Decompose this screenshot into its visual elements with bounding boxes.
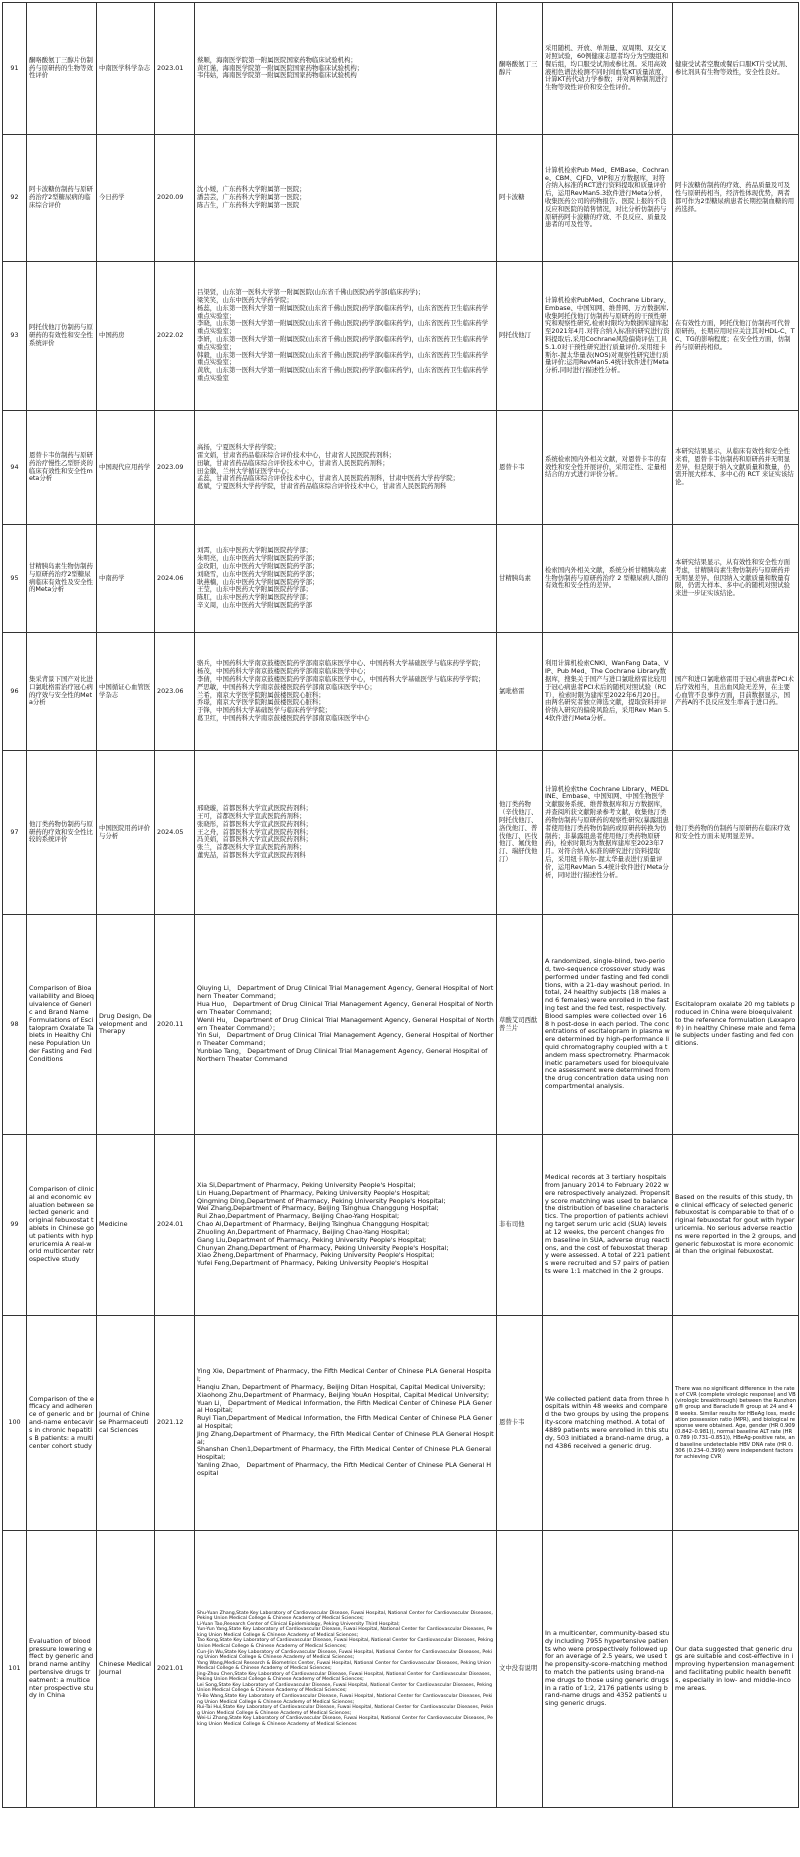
study-result: Escitalopram oxalate 20 mg tablets produced in China were bioequivalent to the reference formulation (Lexapro®) in healthy Chinese male and female subjects under fasting and fed conditions. bbox=[673, 915, 799, 1135]
author-line: Jing-Zhou Chen,State Key Laboratory of Cardiovascular Disease, Fuwai Hospital, National Center for Cardiovascular Diseases, Peking Union Medical College & Chinese Academy of Medical Sciences; bbox=[197, 1671, 492, 1683]
author-line: Xiao Zheng,Department of Pharmacy, Peking University People's Hospital; bbox=[197, 1251, 435, 1260]
journal-name: 中国医院用药评价与分析 bbox=[97, 751, 155, 915]
authors-cell bbox=[195, 3, 497, 135]
author-line: Jing Zhang,Department of Pharmacy, the Fifth Medical Center of Chinese PLA General Hospital; bbox=[197, 1429, 494, 1446]
author-line: 辛义周，山东中医药大学附属医院药学部 bbox=[197, 600, 313, 609]
author-line: Qiuying Li， Department of Drug Clinical Trial Management Agency, General Hospital of Northern Theater Command； bbox=[197, 984, 494, 1001]
publish-date: 2022.02 bbox=[155, 262, 195, 411]
author-line: 田金徽，兰州大学循证医学中心； bbox=[197, 466, 293, 475]
paper-title: Comparison of the efficacy and adherence of generic and brand-name entecavirs in chronic hepatitis B patients: a multicenter cohort study bbox=[27, 1316, 97, 1531]
author-line: 李倩，中国药科大学南京鼓楼医院药学部南京临床医学中心，中国药科大学基础医学与临床药学学院； bbox=[197, 674, 485, 683]
author-line: 陈肛，山东中医药大学附属医院药学部； bbox=[197, 593, 313, 602]
study-method: 计算机检索the Cochrane Library、MEDLINE、Embase、中国知网、中国生物医学文献服务系统、维普数据库和万方数据库，并查阅所获文献附录参考文献，收集他汀类药物仿制药与原研药的观察性研究(暴露组患者使用他汀类药物仿制药或原研药转换为仿制药；非暴露组患者使用他汀类药物原研药)，检索时限均为数据库建库至2023年7月。对符合纳入标准的研究进行资料提取后，采用纽卡斯尔-渥太华量表进行质量评价，运用RevMan 5.4统计软件进行Meta分析，同时进行描述性分析。 bbox=[543, 751, 673, 915]
author-line: Rui-Tai Hui,State Key Laboratory of Cardiovascular Disease, Fuwai Hospital, National Center for Cardiovascular Diseases, Peking Union Medical College & Chinese Academy of Medical Sciences; bbox=[197, 1705, 494, 1716]
publish-date: 2023.01 bbox=[155, 3, 195, 135]
drug-name: 阿托伐他汀 bbox=[497, 262, 543, 411]
author-line: Chunyan Zhang,Department of Pharmacy, Peking University People's Hospital; bbox=[197, 1243, 449, 1252]
author-line: 王之舟，首都医科大学宣武医院药剂科； bbox=[197, 827, 313, 836]
study-method: We collected patient data from three hospitals within 48 weeks and compared the two groups by using the propensity-score matching method. A total of 4889 patients were enrolled in this study, 503 initiated a brand-name drug, and 4386 received a generic drug. bbox=[543, 1316, 673, 1531]
paper-title: Comparison of Bioavailability and Bioequivalence of Generic and Brand Name Formulations of Escitalopram Oxalate Tablets in Healthy Chinese Population Under Fasting and Fed Conditions bbox=[27, 915, 97, 1135]
authors-cell bbox=[195, 411, 497, 525]
study-method: 计算机检索Pub Med、EMBase、Cochrane、CBM、CJFD、VIP和万方数据库，对符合纳入标准的RCT进行资料提取和质量评价后，运用RevMan5.3软件进行Meta分析，收集医药公司的药物报告、医院上报的不良反应和医院的销售情况，对比分析仿制药与原研药阿卡波糖的疗效、不良反应、质量及患者的可及性等。 bbox=[543, 135, 673, 262]
author-line: Gang Liu,Department of Pharmacy, Peking University People's Hospital; bbox=[197, 1235, 427, 1244]
journal-name: Chinese Medical Journal bbox=[97, 1531, 155, 1808]
author-line: Wei Zhang,Department of Pharmacy, Beijing Tsinghua Changgung Hospital; bbox=[197, 1204, 439, 1213]
drug-name: 甘精胰岛素 bbox=[497, 525, 543, 633]
row-number: 91 bbox=[3, 3, 27, 135]
row-number: 101 bbox=[3, 1531, 27, 1808]
paper-title: 他汀类药物仿制药与原研药的疗效和安全性比较的系统评价 bbox=[27, 751, 97, 915]
author-line: 葛斌，宁夏医科大学药学院，甘肃省药品临床综合评价技术中心，甘肃省人民医院药剂科 bbox=[197, 482, 447, 491]
table-body bbox=[3, 3, 799, 1808]
author-line: 雷文娟，甘肃省药品临床综合评价技术中心，甘肃省人民医院药剂科； bbox=[197, 450, 396, 459]
study-result: 在有效性方面，阿托伐他汀仿制药可代替原研药，长期应用时应关注其对HDL-C、TC、TG的影响程度；在安全性方面，仿制药与原研药相似。 bbox=[673, 262, 799, 411]
drug-name: 恩替卡韦 bbox=[497, 411, 543, 525]
study-result: 本研究结果显示，从临床有效性和安全性来看，恩替卡韦仿制药和原研药并无明显差异，但是限于纳入文献质量和数量，仍需开展大样本、多中心的 RCT 来证实该结论。 bbox=[673, 411, 799, 525]
study-method: 采用随机、开放、单剂量、双周期、双交叉对照试验，60例健康志愿者均分为空腹组和餐后组，均口服受试剂或参比剂。采用高效液相色谱法检测不同时间血浆KT质量浓度，计算KT药代动力学参数；并对两种制剂进行生物等效性评价和安全性评价。 bbox=[543, 3, 673, 135]
author-line: 冯美娟，首都医科大学宣武医院药剂科； bbox=[197, 835, 313, 844]
author-line: 董宪喆，首都医科大学宣武医院药剂科 bbox=[197, 851, 306, 860]
author-line: 严思敏，中国药科大学南京鼓楼医院药学部南京临床医学中心； bbox=[197, 682, 376, 691]
author-line: Yanling Zhao， Department of Pharmacy, the Fifth Medical Center of Chinese PLA General Hospital bbox=[197, 1461, 492, 1477]
table-row bbox=[3, 751, 799, 915]
authors-cell bbox=[195, 633, 497, 751]
author-line: Hua Huo， Department of Drug Clinical Trial Management Agency, General Hospital of Northern Theater Command； bbox=[197, 1000, 494, 1016]
study-method: In a multicenter, community-based study including 7955 hypertensive patients who were prospectively followed up for an average of 2.5 years, we used the propensity-score-matching method to match the patients using brand-name drugs to those using generic drugs in a ratio of 1:2, 2176 patients using brand-name drugs and 4352 patients using generic drugs. bbox=[543, 1531, 673, 1808]
drug-name: 酮咯酸氨丁三醇片 bbox=[497, 3, 543, 135]
author-line: 耿燕楠，山东中医药大学附属医院药学部； bbox=[197, 577, 319, 586]
row-number: 92 bbox=[3, 135, 27, 262]
table-row bbox=[3, 1316, 799, 1531]
row-number: 94 bbox=[3, 411, 27, 525]
author-line: 葛卫红，中国药科大学南京鼓楼医院药学部南京临床医学中心 bbox=[197, 713, 370, 722]
drug-name: 恩替卡韦 bbox=[497, 1316, 543, 1531]
journal-name: 中国药房 bbox=[97, 262, 155, 411]
drug-name: 文中没有说明 bbox=[497, 1531, 543, 1808]
paper-title: 阿托伐他汀仿制药与原研药的有效性和安全性系统评价 bbox=[27, 262, 97, 411]
row-number: 95 bbox=[3, 525, 27, 633]
table-row bbox=[3, 3, 799, 135]
author-line: Yi-Bo Wang,State Key Laboratory of Cardiovascular Disease, Fuwai Hospital, National Center for Cardiovascular Diseases, Peking Union Medical College & Chinese Academy of Medical Sciences; bbox=[197, 1693, 493, 1705]
publish-date: 2023.09 bbox=[155, 411, 195, 525]
study-result: 他汀类药物的仿制药与原研药在临床疗效和安全性方面未见明显差异。 bbox=[673, 751, 799, 915]
author-line: 于锋，中国药科大学基础医学与临床药学学院； bbox=[197, 706, 332, 715]
author-line: 韩毅，山东第一医科大学第一附属医院(山东省千佛山医院)药学部(临床药学)，山东省医药卫生临床药学重点实验室； bbox=[197, 350, 489, 367]
author-line: 韦伟姑，海南医学院第一附属医院国家药物临床试验机构 bbox=[197, 71, 357, 80]
drug-name: 他汀类药物（辛伐他汀、阿托伐他汀、洛伐他汀、普伐他汀、匹伐他汀、氟伐他汀、瑞舒伐他汀） bbox=[497, 751, 543, 915]
authors-cell bbox=[195, 1531, 497, 1808]
author-line: Yin Sui， Department of Drug Clinical Trial Management Agency, General Hospital of Northern Theater Command； bbox=[197, 1031, 494, 1048]
publish-date: 2021.01 bbox=[155, 1531, 195, 1808]
author-line: Cun-Jin Wu,State Key Laboratory of Cardiovascular Disease, Fuwai Hospital, National Center for Cardiovascular Diseases, Peking Union Medical College & Chinese Academy of Medical Sciences; bbox=[197, 1649, 492, 1661]
author-line: Lin Huang,Department of Pharmacy, Peking University People's Hospital; bbox=[197, 1188, 431, 1197]
author-line: Shu-Yuan Zhang,State Key Laboratory of Cardiovascular Disease, Fuwai Hospital, National Center for Cardiovascular Diseases, Peking Union Medical College & Chinese Academy of Medical Sciences; bbox=[197, 1610, 493, 1622]
author-line: 蔡顺，海南医学院第一附属医院国家药物临床试验机构； bbox=[197, 55, 357, 64]
table-row bbox=[3, 633, 799, 751]
author-line: Chao Ai,Department of Pharmacy, Beijing Tsinghua Changgung Hospital; bbox=[197, 1220, 430, 1229]
author-line: 骆兵，中国药科大学南京鼓楼医院药学部南京临床医学中心、中国药科大学基础医学与临床药学学院； bbox=[197, 659, 485, 668]
author-line: Yun-Yun Yang,State Key Laboratory of Cardiovascular Disease, Fuwai Hospital, National Center for Cardiovascular Diseases, Peking Union Medical College & Chinese Academy of Medical Sciences; bbox=[197, 1627, 493, 1638]
author-line: Zhuoling An,Department of Pharmacy, Beijing Chao-Yang Hospital; bbox=[197, 1227, 410, 1236]
table-row bbox=[3, 411, 799, 525]
author-line: 潘芸芸，广东药科大学附属第一医院； bbox=[197, 193, 306, 202]
author-line: Yufei Feng,Department of Pharmacy, Peking University People's Hospital bbox=[197, 1259, 429, 1268]
row-number: 98 bbox=[3, 915, 27, 1135]
journal-name: Journal of Chinese Pharmaceutical Sciences bbox=[97, 1316, 155, 1531]
authors-cell bbox=[195, 135, 497, 262]
author-line: 刘晓雪，山东中医药大学附属医院药学部； bbox=[197, 569, 319, 578]
publish-date: 2020.11 bbox=[155, 915, 195, 1135]
author-line: 朱明亮，山东中医药大学附属医院药学部； bbox=[197, 554, 319, 563]
author-line: Yunbiao Tang， Department of Drug Clinical Trial Management Agency, General Hospital of Northern Theater Command bbox=[197, 1046, 488, 1063]
author-line: Ying Xie, Department of Pharmacy, the Fifth Medical Center of Chinese PLA General Hospital; bbox=[197, 1367, 491, 1384]
paper-title: 甘精胰岛素生物仿制药与原研药治疗2型糖尿病临床有效性及安全性的Meta分析 bbox=[27, 525, 97, 633]
table-row bbox=[3, 1531, 799, 1808]
publish-date: 2020.09 bbox=[155, 135, 195, 262]
drug-name: 阿卡波糖 bbox=[497, 135, 543, 262]
author-line: Shanshan Chen1,Department of Pharmacy, the Fifth Medical Center of Chinese PLA General Hospital; bbox=[197, 1445, 491, 1462]
study-result: There was no significant difference in the rates of CVR (complete virologic response) and VB (virologic breakthrough) between the Runzhong® group and Baraclude® group at 24 and 48 weeks. Similar results for HBeAg loss, medication possession ratio (MPR), and biological response were obtained. Age, gender (HR 0.909 (0.842–0.981)), normal baseline ALT rate (HR 0.789 (0.731–0.851)), HBeAg-positive rate, and baseline undetectable HBV DNA rate (HR 0.306 (0.234–0.399)) were independent factors for achieving CVR bbox=[673, 1316, 799, 1531]
author-line: 吕渠贤，山东第一医科大学第一附属医院(山东省千佛山医院)药学部(临床药学)； bbox=[197, 288, 425, 297]
table-row bbox=[3, 915, 799, 1135]
study-result: Our data suggested that generic drugs are suitable and cost-effective in improving hypertension management and facilitating public health benefits, especially in low- and middle-income areas. bbox=[673, 1531, 799, 1808]
study-result: 健康受试者空腹或餐后口服KT片受试剂、参比剂具有生物等效性，安全性良好。 bbox=[673, 3, 799, 135]
table-row bbox=[3, 262, 799, 411]
author-line: 张晓彤，首都医科大学宣武医院药剂科； bbox=[197, 819, 313, 828]
row-number: 100 bbox=[3, 1316, 27, 1531]
table-row bbox=[3, 135, 799, 262]
paper-title: Evaluation of blood pressure lowering effect by generic and brand name antihypertensive drugs treatment: a multicenter prospective study in China bbox=[27, 1531, 97, 1808]
journal-name: 中国现代应用药学 bbox=[97, 411, 155, 525]
study-method: Medical records at 3 tertiary hospitals from January 2014 to February 2022 were retrospectively analyzed. Propensity score matching was used to balance the distribution of baseline characteristics. The proportion of patients achieving target serum uric acid (SUA) levels at 12 weeks, the percent changes from baseline in SUA, adverse drug reactions, and the cost of febuxostat therapy were assessed. A total of 221 patients were recruited and 57 pairs of patients were 1:1 matched in the 2 groups. bbox=[543, 1135, 673, 1316]
authors-cell bbox=[195, 915, 497, 1135]
paper-title: 恩替卡韦仿制药与原研药治疗慢性乙型肝炎的临床有效性和安全性meta分析 bbox=[27, 411, 97, 525]
author-line: 沈小媛，广东药科大学附属第一医院； bbox=[197, 185, 306, 194]
drug-name: 草酸艾司西酞普兰片 bbox=[497, 915, 543, 1135]
publish-date: 2023.06 bbox=[155, 633, 195, 751]
row-number: 93 bbox=[3, 262, 27, 411]
publish-date: 2024.05 bbox=[155, 751, 195, 915]
study-result: 阿卡波糖仿制药的疗效、药品质量及可及性与原研药相当，经济性体现优势，两者都可作为2型糖尿病患者长期控制血糖的用药选择。 bbox=[673, 135, 799, 262]
author-line: 乔璟，南京大学医学院附属鼓楼医院心脏科； bbox=[197, 698, 325, 707]
paper-title: 阿卡波糖仿制药与原研药治疗2型糖尿病的临床综合评价 bbox=[27, 135, 97, 262]
journal-name: 中国循证心血管医学杂志 bbox=[97, 633, 155, 751]
author-line: Yuan Li， Department of Medical Information, the Fifth Medical Center of Chinese PLA General Hospital; bbox=[197, 1398, 492, 1415]
publish-date: 2024.01 bbox=[155, 1135, 195, 1316]
authors-cell bbox=[195, 525, 497, 633]
author-line: Tao Kong,State Key Laboratory of Cardiovascular Disease, Fuwai Hospital, National Center for Cardiovascular Diseases, Peking Union Medical College & Chinese Academy of Medical Sciences; bbox=[197, 1638, 494, 1650]
row-number: 99 bbox=[3, 1135, 27, 1316]
author-line: Hanqiu Zhan, Department of Pharmacy, Beijing Ditan Hospital, Capital Medical University; bbox=[197, 1382, 486, 1391]
journal-name: 中南药学 bbox=[97, 525, 155, 633]
author-line: Wenli Hu， Department of Drug Clinical Trial Management Agency, General Hospital of Northern Theater Command）； bbox=[197, 1015, 494, 1032]
authors-cell bbox=[195, 262, 497, 411]
literature-table bbox=[2, 2, 799, 1808]
authors-cell bbox=[195, 751, 497, 915]
author-line: Xia Si,Department of Pharmacy, Peking University People's Hospital; bbox=[197, 1181, 416, 1190]
drug-name: 氯吡格雷 bbox=[497, 633, 543, 751]
drug-name: 非布司他 bbox=[497, 1135, 543, 1316]
study-result: 本研究结果显示，从有效性和安全性方面考虑，甘精胰岛素生物仿制药与原研药并无明显差异。但因纳入文献质量和数量有限，仍需大样本、多中心的随机对照试验来进一步证实该结论。 bbox=[673, 525, 799, 633]
author-line: Wei-Li Zhang,State Key Laboratory of Cardiovascular Disease, Fuwai Hospital, National Center for Cardiovascular Diseases, Peking Union Medical College & Chinese Academy of Medical Sciences bbox=[197, 1716, 493, 1727]
author-line: 梁笑笑，山东中医药大学药学院； bbox=[197, 295, 293, 304]
paper-title: Comparison of clinical and economic evaluation between selected generic and original febuxostat tablets in Chinese gout patients with hyperuricemia A real-world multicenter retrospective study bbox=[27, 1135, 97, 1316]
author-line: 刘霄，山东中医药大学附属医院药学部； bbox=[197, 546, 313, 555]
study-method: 利用计算机检索CNKI、WanFang Data、VIP、Pub Med、The Cochrane Library数据库，搜集关于国产与进口氯吡格雷比较用于冠心病患者PCI术后的随机对照试验（RCT），检索时限为建库至2022年6月20日。由两名研究者独立筛选文献，提取资料并评价纳入研究的偏倚风险后，采用Rev Man 5.4软件进行Meta分析。 bbox=[543, 633, 673, 751]
author-line: Rui Zhao,Department of Pharmacy, Beijing Chao-Yang Hospital; bbox=[197, 1212, 400, 1221]
author-line: 金玫阳，山东中医药大学附属医院药学部； bbox=[197, 561, 319, 570]
author-line: Lei Song,State Key Laboratory of Cardiovascular Disease, Fuwai Hospital, National Center for Cardiovascular Diseases, Peking Union Medical College & Chinese Academy of Medical Sciences; bbox=[197, 1682, 493, 1694]
row-number: 96 bbox=[3, 633, 27, 751]
journal-name: 中南医学科学杂志 bbox=[97, 3, 155, 135]
author-line: 黄欣，山东第一医科大学第一附属医院(山东省千佛山医院)药学部(临床药学)，山东省医药卫生临床药学重点实验室 bbox=[197, 366, 489, 383]
study-result: Based on the results of this study, the clinical efficacy of selected generic febuxostat is comparable to that of original febuxostat for gout with hyperuricemia. No serious adverse reactions were reported in the 2 groups, and generic febuxostat is more economical than the original febuxostat. bbox=[673, 1135, 799, 1316]
publish-date: 2024.06 bbox=[155, 525, 195, 633]
study-result: 国产和进口氯吡格雷用于冠心病患者PCI术后疗效相当，且出血风险无差异，在主要心血管不良事件方面，目前数据显示，国产药A的不良反应发生率高于进口药。 bbox=[673, 633, 799, 751]
author-line: 邢晓璇，首都医科大学宣武医院药剂科； bbox=[197, 804, 313, 813]
author-line: 张兰，首都医科大学宣武医院药剂科； bbox=[197, 843, 306, 852]
journal-name: Drug Design, Development and Therapy bbox=[97, 915, 155, 1135]
study-method: A randomized, single-blind, two-period, two-sequence crossover study was performed under fasting and fed conditions, with a 21-day washout period. In total, 24 healthy subjects (18 males and 6 females) were enrolled in the fasting test and the fed test, respectively. Blood samples were collected over 168 h post-dose in each period. The concentrations of escitalopram in plasma were determined by high-performance liquid chromatography coupled with a tandem mass spectrometry. Pharmacokinetic parameters used for bioequivalence assessment were determined from the drug concentration data using noncompartmental analysis. bbox=[543, 915, 673, 1135]
row-number: 97 bbox=[3, 751, 27, 915]
author-line: 孟蕊，甘肃省药品临床综合评价技术中心，甘肃省人民医院药剂科，甘肃中医药大学药学院； bbox=[197, 474, 460, 483]
study-method: 计算机检索PubMed、Cochrane Library、Embase、中国知网、维普网、万方数据库,收集阿托伐他汀仿制药与原研药的干预性研究和观察性研究,检索时限均为数据库建库起至2021年4月.对符合纳入标准的研究进行资料提取后,采用Cochrane风险偏倚评估工具5.1.0对干预性研究进行质量评价,采用纽卡斯尔-渥太华量表(NOS)对观察性研究进行质量评价;运用RevMan5.4统计软件进行Meta分析,同时进行描述性分析。 bbox=[543, 262, 673, 411]
publish-date: 2021.12 bbox=[155, 1316, 195, 1531]
author-line: 陈吉生，广东药科大学附属第一医院 bbox=[197, 200, 300, 209]
author-line: 杨蕊，山东第一医科大学第一附属医院(山东省千佛山医院)药学部(临床药学)，山东省医药卫生临床药学重点实验室； bbox=[197, 303, 489, 320]
author-line: 李妍，山东第一医科大学第一附属医院(山东省千佛山医院)药学部(临床药学)，山东省医药卫生临床药学重点实验室； bbox=[197, 335, 489, 351]
journal-name: 今日药学 bbox=[97, 135, 155, 262]
study-method: 检索国内外相关文献，系统分析甘精胰岛素生物仿制药与原研药治疗 2 型糖尿病人群的有效性和安全性的差异。 bbox=[543, 525, 673, 633]
authors-cell bbox=[195, 1135, 497, 1316]
author-line: 高扬，宁夏医科大学药学院； bbox=[197, 443, 281, 452]
author-line: Xiaohong Zhu,Department of Pharmacy, Beijing YouAn Hospital, Capital Medical University; bbox=[197, 1390, 490, 1399]
author-line: Li-Yuan Tao,Research Center of Clinical Epidemiology, Peking University Third Hospital; bbox=[197, 1621, 400, 1627]
author-line: 田敏，甘肃省药品临床综合评价技术中心，甘肃省人民医院药剂科； bbox=[197, 458, 389, 467]
author-line: Ruyi Tian,Department of Medical Information, the Fifth Medical Center of Chinese PLA General Hospital; bbox=[197, 1414, 493, 1430]
study-method: 系统检索国内外相关文献，对恩替卡韦的有效性和安全性开展评价，采用定性、定量相结合的方式进行评价分析。 bbox=[543, 411, 673, 525]
author-line: Yang Wang,Medical Research & Biometrics Center, Fuwai Hospital, National Center for Cardiovascular Diseases, Peking Union Medical College & Chinese Academy of Medical Sciences; bbox=[197, 1660, 491, 1672]
author-line: 杨茂，中国药科大学南京鼓楼医院药学部南京临床医学中心； bbox=[197, 667, 370, 676]
author-line: 王可，首都医科大学宣武医院药剂科； bbox=[197, 811, 306, 820]
author-line: 兰希，南京大学医学院附属鼓楼医院心脏科； bbox=[197, 690, 325, 699]
paper-title: 集采背景下国产对比进口氯吡格雷治疗冠心病的疗效与安全性的Meta分析 bbox=[27, 633, 97, 751]
journal-name: Medicine bbox=[97, 1135, 155, 1316]
author-line: 李晓，山东第一医科大学第一附属医院(山东省千佛山医院)药学部(临床药学)，山东省医药卫生临床药学重点实验室； bbox=[197, 319, 489, 336]
authors-cell bbox=[195, 1316, 497, 1531]
paper-title: 酮咯酸氨丁三醇片仿制药与原研药的生物等效性评价 bbox=[27, 3, 97, 135]
table-row bbox=[3, 1135, 799, 1316]
author-line: 黄红谨，海南医学院第一附属医院国家药物临床试验机构； bbox=[197, 63, 364, 72]
table-row bbox=[3, 525, 799, 633]
author-line: 王莹，山东中医药大学附属医院药学部； bbox=[197, 585, 313, 594]
author-line: Qingming Ding,Department of Pharmacy, Peking University People's Hospital; bbox=[197, 1196, 446, 1205]
